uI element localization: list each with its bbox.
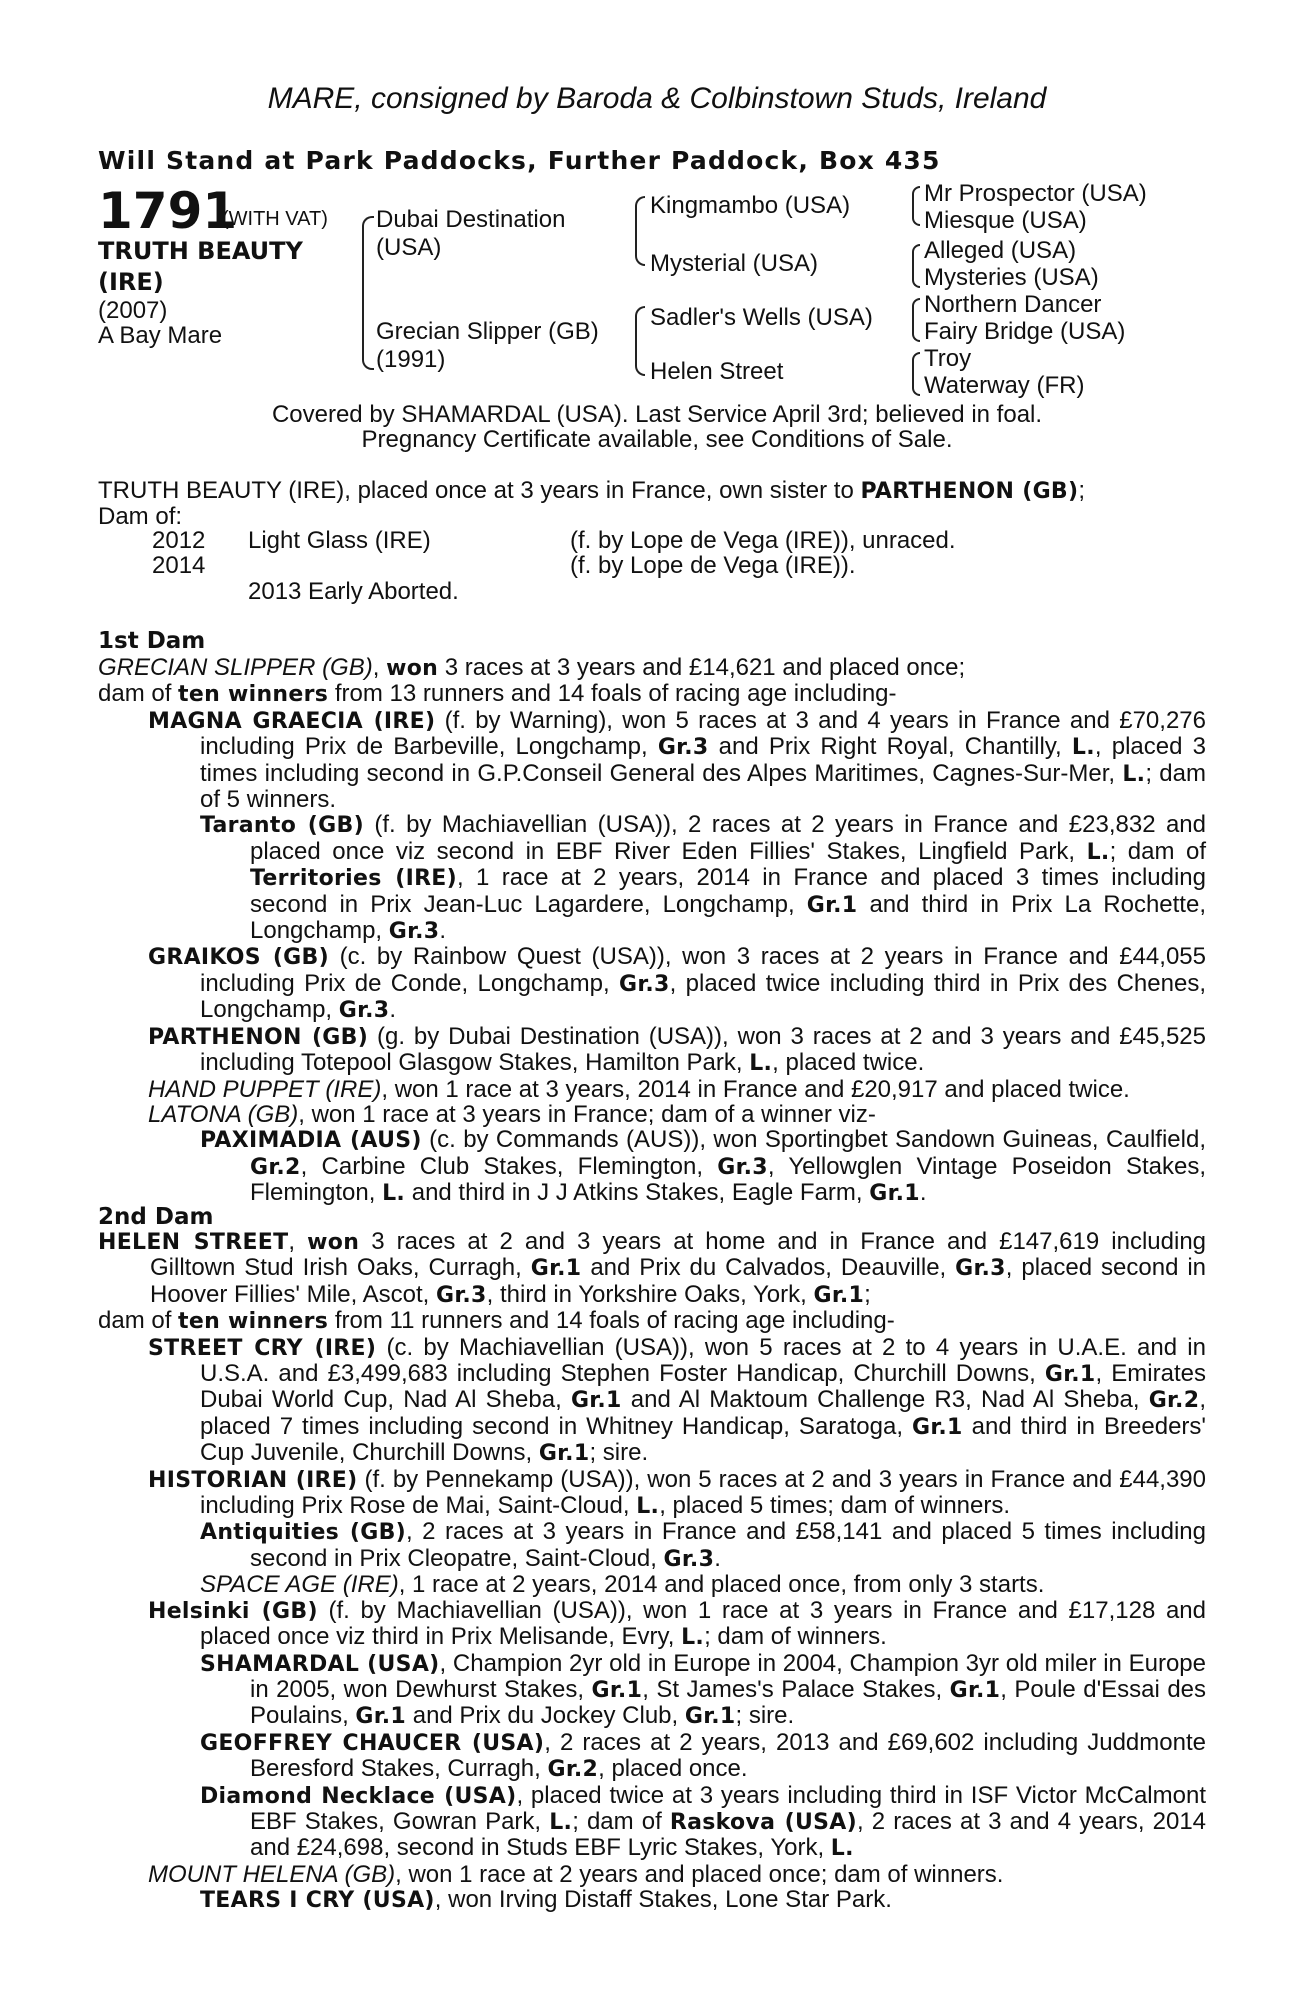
pedigree-sd-sire: Alleged (USA) xyxy=(924,237,1077,264)
second-dam-produce: dam of ten winners from 11 runners and 14 foals of racing age including- xyxy=(98,1307,895,1335)
list-item: PAXIMADIA (AUS) (c. by Commands (AUS)), won Sportingbet Sandown Guineas, Caulfield, Gr.2, Carbine Club Stakes, Flemington, Gr.3, Yellowglen Vintage Poseidon Stakes, Flemington, L. and third in J J Atkins Stakes, Eagle Farm, Gr.1. xyxy=(200,1126,1207,1207)
intro-end: ; xyxy=(1078,477,1086,504)
list-item: GEOFFREY CHAUCER (USA), 2 races at 2 years, 2013 and £69,602 including Juddmonte Beresford Stakes, Curragh, Gr.2, placed once. xyxy=(200,1728,1206,1783)
list-item: SPACE AGE (IRE), 1 race at 2 years, 2014 and placed once, from only 3 starts. xyxy=(200,1571,1045,1599)
pedigree-brace-sire xyxy=(635,196,645,266)
list-item: HAND PUPPET (IRE), won 1 race at 3 years, 2014 in France and £20,917 and placed twice. xyxy=(148,1075,1130,1103)
pedigree-brace-dam xyxy=(635,306,645,376)
horse-name xyxy=(98,236,338,298)
pedigree-dam: Grecian Slipper (GB) xyxy=(376,318,599,345)
horse-name-line1: TRUTH BEAUTY xyxy=(98,237,303,265)
pedigree-sire-dam: Mysterial (USA) xyxy=(650,250,819,277)
list-item: MOUNT HELENA (GB), won 1 race at 2 years and placed once; dam of winners. xyxy=(148,1860,1004,1888)
pedigree-brace-ds xyxy=(912,298,920,342)
pedigree-sire-country: (USA) xyxy=(376,234,442,261)
list-item: LATONA (GB), won 1 race at 3 years in France; dam of a winner viz- xyxy=(148,1100,876,1128)
list-item: Taranto (GB) (f. by Machiavellian (USA)), 2 races at 2 years in France and £23,832 and placed once viz second in EBF River Eden Fillies' Stakes, Lingfield Park, L.; dam of Territories (IRE), 1 race at 2 years, 2014 in France and placed 3 times including second in Prix Jean-Luc Lagardere, Longchamp, Gr.1 and third in Prix La Rochette, Longchamp, Gr.3. xyxy=(200,811,1206,945)
list-item: Diamond Necklace (USA), placed twice at 3 years including third in ISF Victor McCalmont EBF Stakes, Gowran Park, L.; dam of Raskova (USA), 2 races at 3 and 4 years, 2014 and £24,698, second in Studs EBF Lyric Stakes, York, L. xyxy=(200,1781,1207,1862)
list-item: MAGNA GRAECIA (IRE) (f. by Warning), won 5 races at 3 and 4 years in France and £70,276 including Prix de Barbeville, Longchamp, Gr.3 and Prix Right Royal, Chantilly, L., placed 3 times including second in G.P.Conseil General des Alpes Maritimes, Cagnes-Sur-Mer, L.; dam of 5 winners. xyxy=(148,706,1207,814)
list-item: GRAIKOS (GB) (c. by Rainbow Quest (USA)), won 3 races at 2 years in France and £44,055 including Prix de Conde, Longchamp, Gr.3, placed twice including third in Prix des Chenes, Longchamp, Gr.3. xyxy=(148,943,1206,1024)
second-dam-text: HELEN STREET, won 3 races at 2 and 3 years at home and in France and £147,619 including Gilltown Stud Irish Oaks, Curragh, Gr.1 and Prix du Calvados, Deauville, Gr.3, placed second in Hoover Fillies' Mile, Ascot, Gr.3, third in Yorkshire Oaks, York, Gr.1; xyxy=(98,1228,1207,1308)
pedigree-ds-sire: Northern Dancer xyxy=(924,291,1102,318)
pedigree-sire: Dubai Destination xyxy=(376,206,566,233)
produce-intro xyxy=(98,478,1206,530)
list-item: STREET CRY (IRE) (c. by Machiavellian (USA)), won 5 races at 2 to 4 years in U.A.E. and in U.S.A. and £3,499,683 including Stephen Foster Handicap, Churchill Downs, Gr.1, Emirates Dubai World Cup, Nad Al Sheba, Gr.1 and Al Maktoum Challenge R3, Nad Al Sheba, Gr.2, placed 7 times including second in Whitney Handicap, Saratoga, Gr.1 and third in Breeders' Cup Juvenile, Churchill Downs, Gr.1; sire. xyxy=(148,1333,1206,1467)
second-dam-section xyxy=(98,1229,1206,1914)
first-dam-produce: dam of ten winners from 13 runners and 14 foals of racing age including- xyxy=(98,680,897,708)
list-item: SHAMARDAL (USA), Champion 2yr old in Europe in 2004, Champion 3yr old miler in Europe in 2005, won Dewhurst Stakes, Gr.1, St James's Palace Stakes, Gr.1, Poule d'Essai des Poulains, Gr.1 and Prix du Jockey Club, Gr.1; sire. xyxy=(200,1649,1207,1730)
stand-location: Will Stand at Park Paddocks, Further Paddock, Box 435 xyxy=(98,146,941,175)
lot-number: 1791 xyxy=(98,182,238,240)
pedigree-ss-sire: Mr Prospector (USA) xyxy=(924,180,1147,207)
pedigree-dam-year: (1991) xyxy=(376,346,446,373)
list-item: Antiquities (GB), 2 races at 3 years in France and £58,141 and placed 5 times including second in Prix Cleopatre, Saint-Cloud, Gr.3. xyxy=(200,1518,1207,1572)
pedigree-dam-sire: Sadler's Wells (USA) xyxy=(650,304,873,331)
first-dam-section xyxy=(98,655,1206,1207)
covered-line2: Pregnancy Certificate available, see Conditions of Sale. xyxy=(361,426,953,453)
intro-sister: PARTHENON (GB) xyxy=(860,479,1079,504)
pedigree-dam-dam: Helen Street xyxy=(650,358,784,385)
horse-name-line2: (IRE) xyxy=(98,268,164,296)
covered-note xyxy=(0,402,1314,452)
pedigree-brace-sd xyxy=(912,244,920,288)
dam-of-label: Dam of: xyxy=(98,503,183,531)
pedigree-brace-ss xyxy=(912,186,920,226)
foaling-year: (2007) xyxy=(98,297,168,324)
produce-year-1: 2012 xyxy=(152,527,206,554)
pedigree-sire-sire: Kingmambo (USA) xyxy=(650,192,851,219)
pedigree-sd-dam: Mysteries (USA) xyxy=(924,264,1099,291)
list-item: PARTHENON (GB) (g. by Dubai Destination (USA)), won 3 races at 2 and 3 years and £45,525 including Totepool Glasgow Stakes, Hamilton Park, L., placed twice. xyxy=(148,1022,1206,1077)
first-dam-heading: 1st Dam xyxy=(98,628,206,654)
horse-description: A Bay Mare xyxy=(98,322,223,349)
pedigree-brace-dd xyxy=(912,352,920,396)
list-item: Helsinki (GB) (f. by Machiavellian (USA)), won 1 race at 3 years in France and £17,128 and placed once viz third in Prix Melisande, Evry, L.; dam of winners. xyxy=(148,1596,1207,1651)
pedigree-ss-dam: Miesque (USA) xyxy=(924,207,1087,234)
first-dam-text: GRECIAN SLIPPER (GB), won 3 races at 3 years and £14,621 and placed once; xyxy=(98,654,966,681)
pedigree-ds-dam: Fairy Bridge (USA) xyxy=(924,318,1126,345)
produce-detail-2: (f. by Lope de Vega (IRE)). xyxy=(570,552,856,579)
second-dam-heading: 2nd Dam xyxy=(98,1204,214,1230)
produce-detail-1: (f. by Lope de Vega (IRE)), unraced. xyxy=(570,527,956,554)
produce-aborted: 2013 Early Aborted. xyxy=(248,578,459,605)
produce-name-1: Light Glass (IRE) xyxy=(248,527,431,554)
produce-year-2: 2014 xyxy=(152,552,206,579)
intro-text: TRUTH BEAUTY (IRE), placed once at 3 years in France, own sister to xyxy=(98,477,861,504)
vat-note: (WITH VAT) xyxy=(222,208,328,230)
covered-line1: Covered by SHAMARDAL (USA). Last Service April 3rd; believed in foal. xyxy=(271,401,1043,428)
pedigree-dd-dam: Waterway (FR) xyxy=(924,372,1085,399)
list-item: HISTORIAN (IRE) (f. by Pennekamp (USA)), won 5 races at 2 and 3 years in France and £44,390 including Prix Rose de Mai, Saint-Cloud, L., placed 5 times; dam of winners. xyxy=(148,1465,1206,1520)
pedigree-brace-main xyxy=(362,216,374,370)
pedigree-dd-sire: Troy xyxy=(924,345,972,372)
list-item: TEARS I CRY (USA), won Irving Distaff Stakes, Lone Star Park. xyxy=(200,1886,892,1914)
page-title: MARE, consigned by Baroda & Colbinstown Studs, Ireland xyxy=(267,82,1047,115)
